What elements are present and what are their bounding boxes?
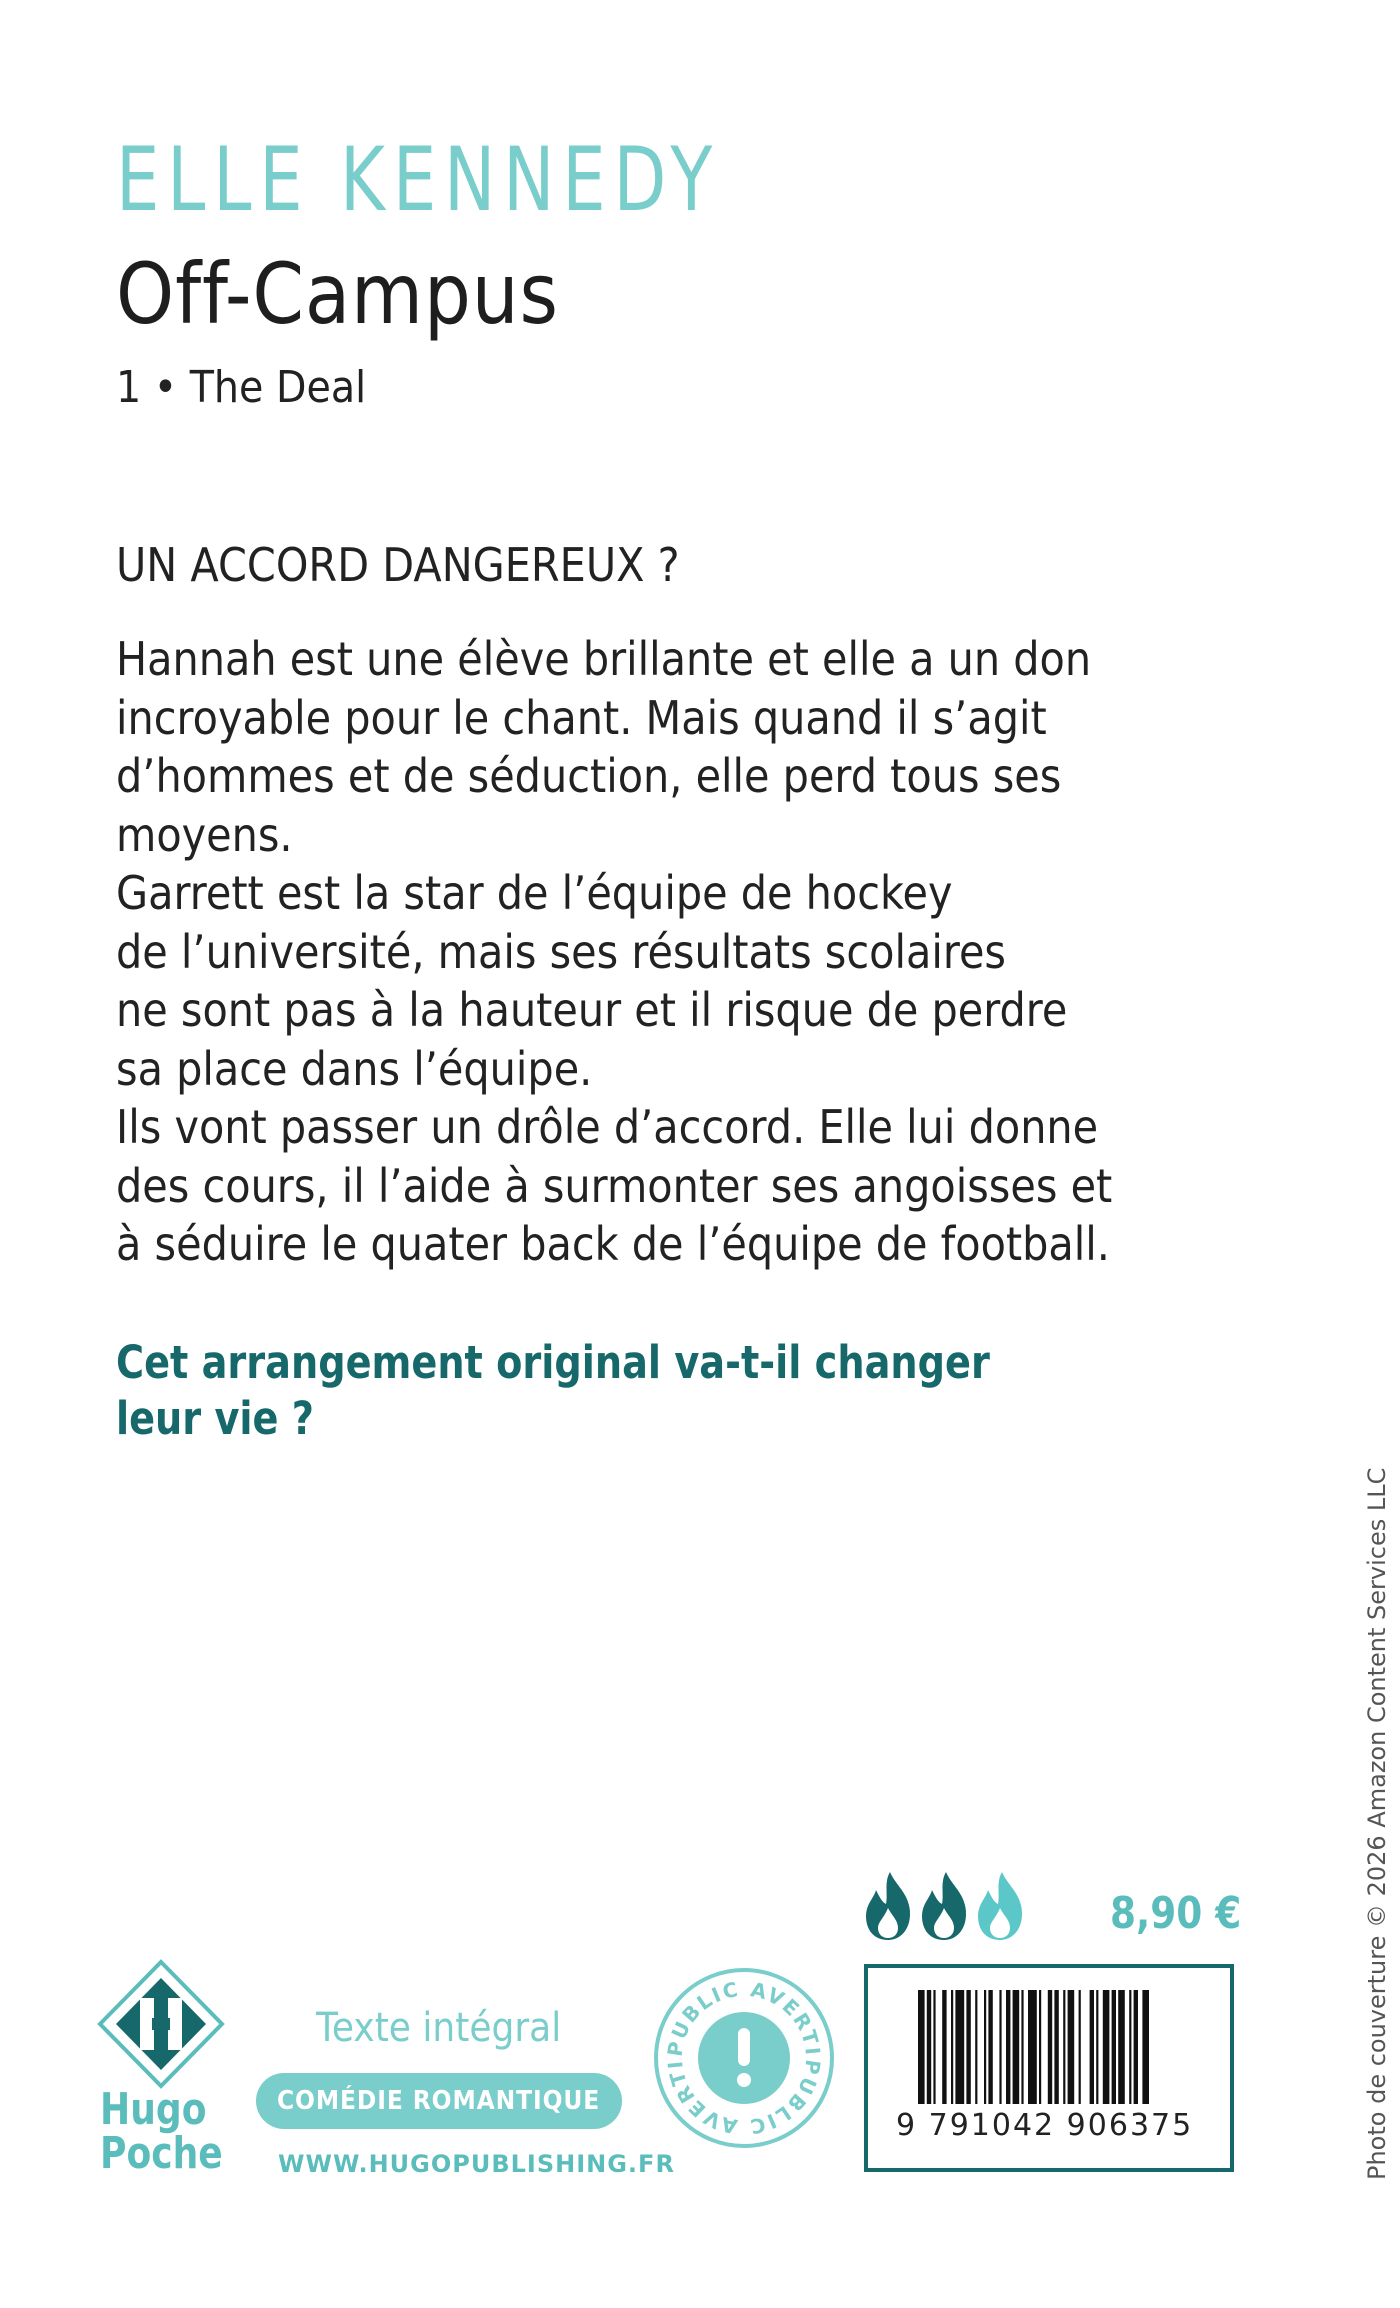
barcode-bar [999, 1990, 1001, 2104]
blurb-line: incroyable pour le chant. Mais quand il s’agit [116, 690, 1047, 745]
blurb-line: moyens. [116, 807, 293, 862]
barcode-bar [1028, 1990, 1037, 2104]
barcode-bar [1063, 1990, 1065, 2104]
barcode-bar [1021, 1990, 1023, 2104]
barcode-bars [918, 1990, 1198, 2104]
teaser-line: leur vie ? [116, 1392, 314, 1445]
series-volume: 1 • The Deal [116, 362, 367, 413]
flame-icon [866, 1872, 910, 1940]
barcode-bar [1090, 1990, 1094, 2104]
barcode-bar [1096, 1990, 1098, 2104]
blurb-line: des cours, il l’aide à surmonter ses angoisses et [116, 1158, 1113, 1213]
barcode-bar [1039, 1990, 1041, 2104]
barcode-bar [1079, 1990, 1081, 2104]
flame-icon [978, 1872, 1022, 1940]
price: 8,90 € [1110, 1888, 1242, 1939]
blurb-line: ne sont pas à la hauteur et il risque de perdre [116, 983, 1068, 1037]
genre-label: COMÉDIE ROMANTIQUE [277, 2086, 601, 2116]
barcode-bar [951, 1990, 953, 2104]
book-title: Off-Campus [116, 245, 559, 343]
barcode-bar [927, 1990, 931, 2104]
publisher-line: Hugo [100, 2084, 207, 2135]
barcode-bar [966, 1990, 970, 2104]
blurb-line: Ils vont passer un drôle d’accord. Elle lui donne [116, 1100, 1099, 1154]
barcode-bar [1006, 1990, 1010, 2104]
tagline: UN ACCORD DANGEREUX ? [116, 538, 680, 592]
public-averti-badge [652, 1966, 836, 2150]
advisory-ring-text: PUBLIC AVERTI [662, 1976, 826, 2058]
teaser-question [116, 1335, 990, 1447]
barcode-bar [1142, 1990, 1149, 2104]
barcode-bar [942, 1990, 946, 2104]
barcode-bar [984, 1990, 986, 2104]
barcode-bar [918, 1990, 925, 2104]
barcode-bar [1068, 1990, 1075, 2104]
blurb-line: d’hommes et de séduction, elle perd tous ses [116, 749, 1062, 803]
teaser-line: Cet arrangement original va-t-il changer [116, 1336, 990, 1389]
flame-icon [922, 1872, 966, 1940]
heat-rating [862, 1868, 1032, 1944]
barcode-bar [1048, 1990, 1052, 2104]
barcode-bar [1013, 1990, 1020, 2104]
blurb-line: à séduire le quater back de l’équipe de football. [116, 1217, 1110, 1271]
genre-badge [256, 2073, 622, 2129]
barcode-bar [975, 1990, 977, 2104]
barcode-bar [1129, 1990, 1131, 2104]
barcode-bar [1054, 1990, 1058, 2104]
barcode-bar [955, 1990, 964, 2104]
barcode-bar [933, 1990, 935, 2104]
barcode-bar [1134, 1990, 1138, 2104]
barcode [864, 1964, 1234, 2172]
advisory-ring-text: PUBLIC AVERTI [662, 2058, 826, 2140]
publisher-line: Poche [100, 2128, 223, 2179]
hugo-poche-logo [96, 1958, 226, 2090]
barcode-bar [1118, 1990, 1125, 2104]
blurb [116, 630, 1115, 1274]
publisher-name [100, 2084, 223, 2179]
blurb-line: de l’université, mais ses résultats scolaires [116, 924, 1006, 979]
barcode-bar [1103, 1990, 1110, 2104]
author-name: ELLE KENNEDY [116, 128, 721, 231]
photo-credit: Photo de couverture © 2026 Amazon Content Services LLC [1363, 1467, 1391, 2180]
edition-label: Texte intégral [316, 2005, 562, 2051]
publisher-website: WWW.HUGOPUBLISHING.FR [278, 2150, 675, 2178]
blurb-line: Hannah est une élève brillante et elle a un don [116, 632, 1092, 686]
barcode-bar [1112, 1990, 1116, 2104]
barcode-number: 9 791042 906375 [896, 2108, 1194, 2143]
blurb-line: Garrett est la star de l’équipe de hockey [116, 866, 953, 920]
barcode-bar [988, 1990, 992, 2104]
blurb-line: sa place dans l’équipe. [116, 1041, 593, 1096]
